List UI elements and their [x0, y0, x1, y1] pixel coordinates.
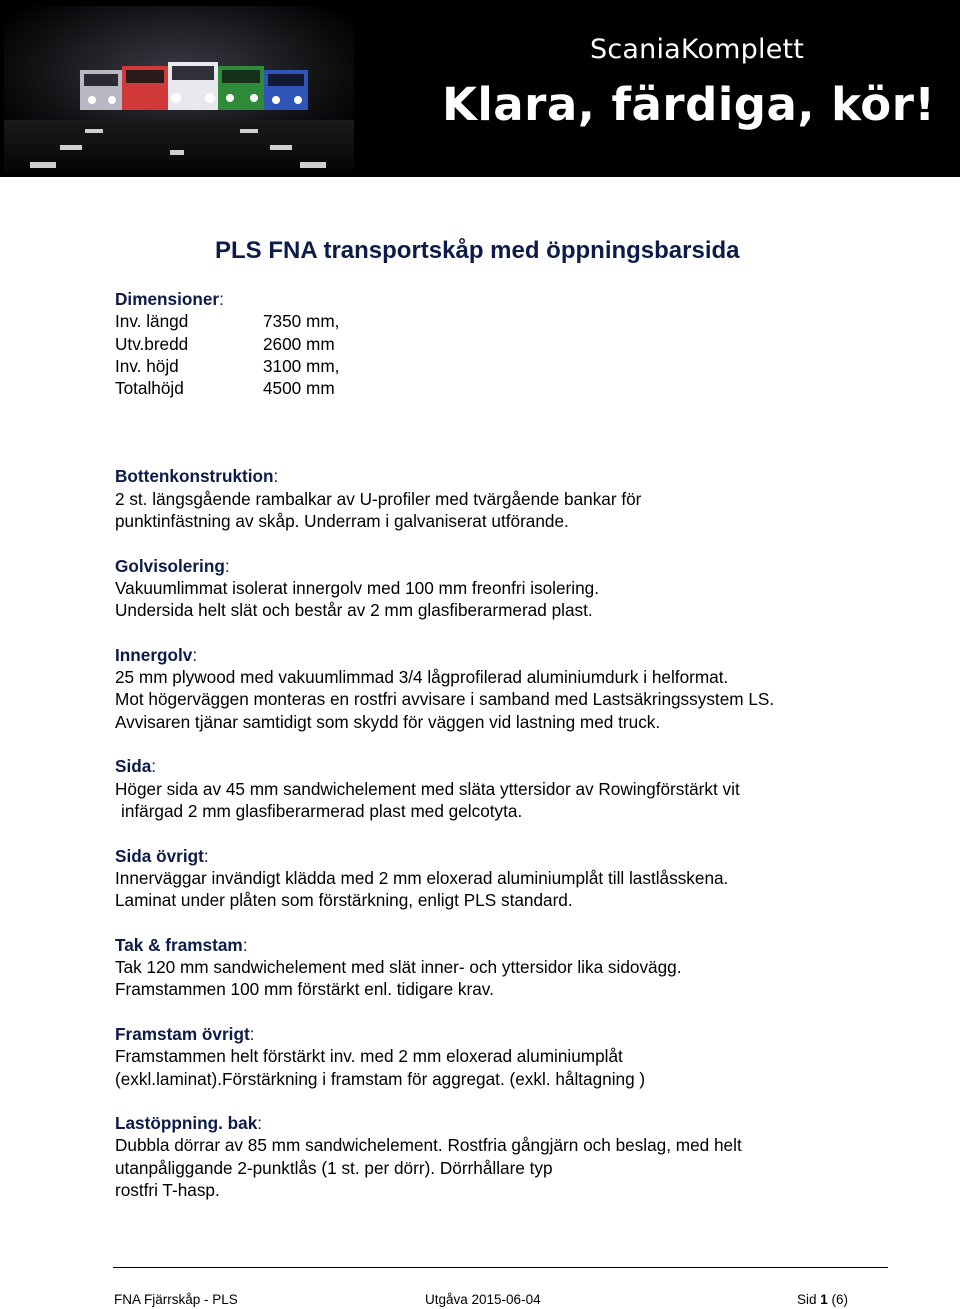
paragraph-line: Mot högerväggen monteras en rostfri avvisare i samband med Lastsäkringssystem LS. [115, 689, 775, 710]
dimension-label: Utv.bredd [115, 333, 189, 354]
current-page: 1 [820, 1292, 828, 1307]
section-sida-ovrigt [115, 845, 915, 912]
dimension-label: Inv. längd [115, 311, 189, 332]
paragraph-line: Höger sida av 45 mm sandwichelement med släta yttersidor av Rowingförstärkt vit [115, 778, 740, 799]
footer-divider [113, 1267, 888, 1268]
section-heading: Sida övrigt: [115, 845, 209, 866]
paragraph-line: Innerväggar invändigt klädda med 2 mm eloxerad aluminiumplåt till lastlåsskena. [115, 867, 729, 888]
section-heading: Golvisolering: [115, 555, 230, 576]
paragraph-line: (exkl.laminat).Förstärkning i framstam för aggregat. (exkl. håltagning ) [115, 1068, 646, 1089]
dimension-label: Inv. höjd [115, 355, 179, 376]
page-title: PLS FNA transportskåp med öppningsbarsida [215, 237, 740, 264]
paragraph-line: Framstammen 100 mm förstärkt enl. tidigare krav. [115, 979, 494, 1000]
section-lastoppning [115, 1112, 915, 1201]
section-tak-framstam [115, 934, 915, 1001]
paragraph-line: 2 st. längsgående rambalkar av U-profiler med tvärgående bankar för [115, 488, 642, 509]
header-banner [0, 0, 960, 177]
dimension-row [115, 355, 915, 377]
dimension-row [115, 333, 915, 355]
paragraph-line: 25 mm plywood med vakuumlimmad 3/4 lågprofilerad aluminiumdurk i helformat. [115, 667, 729, 688]
footer-document-name: FNA Fjärrskåp - PLS [114, 1292, 238, 1307]
section-heading: Framstam övrigt: [115, 1023, 255, 1044]
paragraph-line: Laminat under plåten som förstärkning, enligt PLS standard. [115, 890, 573, 911]
paragraph-line: Undersida helt slät och består av 2 mm glasfiberarmerad plast. [115, 600, 593, 621]
section-heading: Lastöppning. bak: [115, 1113, 263, 1134]
footer-page-number: Sid 1 (6) [797, 1292, 849, 1307]
section-innergolv [115, 644, 915, 733]
section-bottenkonstruktion [115, 465, 915, 532]
section-heading: Innergolv: [115, 644, 198, 665]
section-heading: Tak & framstam: [115, 934, 248, 955]
section-heading-dimensioner: Dimensioner: [115, 289, 224, 309]
paragraph-line: Framstammen helt förstärkt inv. med 2 mm eloxerad aluminiumplåt [115, 1046, 623, 1067]
footer-edition: Utgåva 2015-06-04 [425, 1292, 541, 1307]
dimension-label: Totalhöjd [115, 378, 184, 399]
paragraph-line: utanpåliggande 2-punktlås (1 st. per dörr). Dörrhållare typ [115, 1157, 553, 1178]
section-sida [115, 755, 915, 822]
dimensions-section [115, 288, 915, 399]
dimension-row [115, 377, 915, 399]
section-heading: Bottenkonstruktion: [115, 466, 279, 487]
total-pages: (6) [831, 1292, 849, 1307]
paragraph-line: Avvisaren tjänar samtidigt som skydd för väggen vid lastning med truck. [115, 711, 661, 732]
dimension-row [115, 310, 915, 332]
paragraph-line: rostfri T-hasp. [115, 1179, 220, 1200]
section-framstam-ovrigt [115, 1023, 915, 1090]
paragraph-line: Dubbla dörrar av 85 mm sandwichelement. Rostfria gångjärn och beslag, med helt [115, 1135, 742, 1156]
dimension-value: 7350 mm, [263, 311, 340, 332]
dimension-value: 3100 mm, [263, 355, 340, 376]
paragraph-line: punktinfästning av skåp. Underram i galvaniserat utförande. [115, 511, 569, 532]
section-golvisolering [115, 555, 915, 622]
slogan: Klara, färdiga, kör! [442, 78, 936, 131]
brand-name: ScaniaKomplett [590, 34, 805, 65]
document-body [115, 288, 915, 1201]
dimension-value: 2600 mm [263, 333, 335, 354]
paragraph-line: infärgad 2 mm glasfiberarmerad plast med gelcotyta. [121, 800, 523, 821]
paragraph-line: Vakuumlimmat isolerat innergolv med 100 mm freonfri isolering. [115, 577, 599, 598]
dimension-value: 4500 mm [263, 378, 335, 399]
paragraph-line: Tak 120 mm sandwichelement med slät inner- och yttersidor lika sidovägg. [115, 957, 682, 978]
section-heading: Sida: [115, 756, 157, 777]
